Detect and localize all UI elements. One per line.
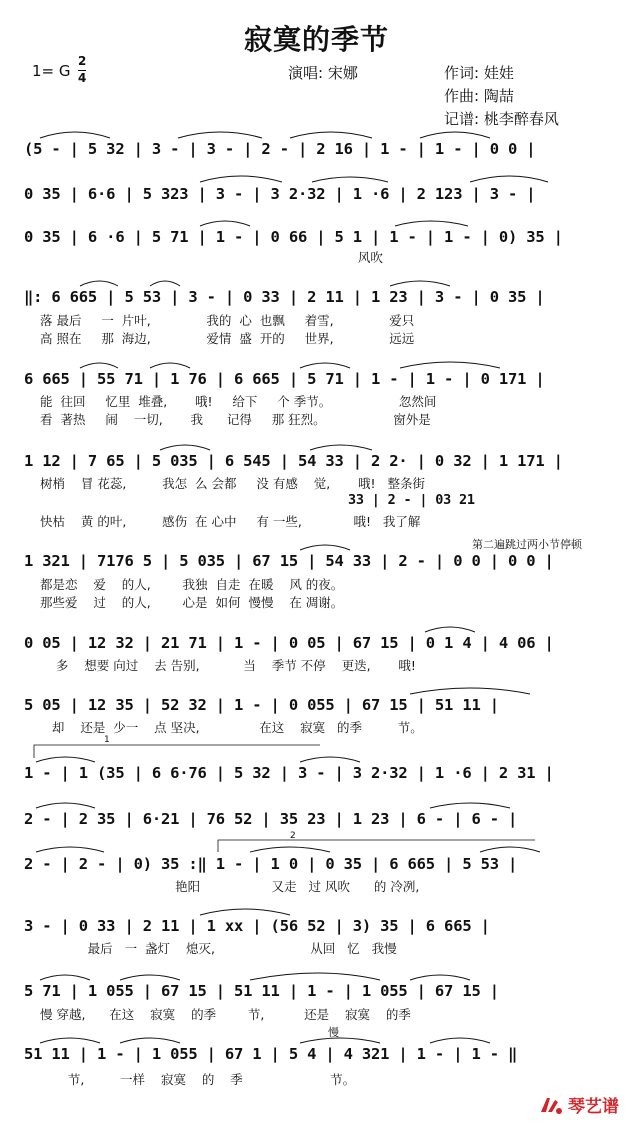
lyric-row-15: 节, 一样 寂寞 的 季 节。 (40, 1072, 356, 1086)
lyric-row-14: 慢 穿越, 在这 寂寞 的季 节, 还是 寂寞 的季 (40, 1007, 411, 1021)
time-signature-bottom: 4 (78, 71, 87, 85)
notation-row-13: 3 - | 0 33 | 2 11 | 1 xx | (56 52 | 3) 35 | 6 665 | (24, 917, 490, 935)
notation-row-5: 6 665 | 55 71 | 1 76 | 6 665 | 5 71 | 1 - | 1 - | 0 171 | (24, 370, 545, 388)
lyric-row-12: 艳阳 又走 过 风吹 的 冷冽, (40, 879, 420, 893)
singer-credit: 演唱: 宋娜 (288, 64, 358, 82)
composer-credit: 作曲: 陶喆 (444, 87, 514, 105)
key-signature: 1= G (32, 62, 71, 80)
notation-row-12: 2 - | 2 - | 0) 35 :‖ 1 - | 1 0 | 0 35 | 6 665 | 5 53 | (24, 855, 518, 873)
notation-row-1: (5 - | 5 32 | 3 - | 3 - | 2 - | 2 16 | 1 - | 1 - | 0 0 | (24, 140, 536, 158)
tempo-mark-slow: 慢 (328, 1026, 339, 1039)
notation-row-7: 1 321 | 7176 5 | 5 035 | 67 15 | 54 33 | 2 - | 0 0 | 0 0 | (24, 552, 554, 570)
volta-2-label: 2 (290, 831, 296, 841)
music-note-logo-icon (538, 1094, 564, 1116)
lyric-row-6b: 快枯 黄 的叶, 感伤 在 心中 有 一些, 哦! 我了解 (40, 514, 421, 528)
notation-row-2: 0 35 | 6·6 | 5 323 | 3 - | 3 2·32 | 1 ·6 | 2 123 | 3 - | (24, 185, 536, 203)
lyric-row-6a: 树梢 冒 花蕊, 我怎 么 会都 没 有感 觉, 哦! 整条街 (40, 476, 425, 490)
lyric-row-8: 多 想要 向过 去 告别, 当 季节 不停 更迭, 哦! (40, 658, 416, 672)
notation-row-4: ‖: 6 665 | 5 53 | 3 - | 0 33 | 2 11 | 1 23 | 3 - | 0 35 | (24, 288, 545, 306)
notation-row-9: 5 05 | 12 35 | 52 32 | 1 - | 0 055 | 67 15 | 51 11 | (24, 696, 499, 714)
lyric-row-4a: 落 最后 一 片叶, 我的 心 也飘 着雪, 爱只 (40, 313, 415, 327)
lyric-row-9: 却 还是 少一 点 坚决, 在这 寂寞 的季 节。 (40, 720, 423, 734)
time-signature-top: 2 (78, 54, 87, 68)
song-title: 寂寞的季节 (243, 23, 389, 56)
volta-1-label: 1 (104, 735, 110, 745)
lyric-row-3: 风吹 (40, 250, 383, 264)
notation-row-3: 0 35 | 6 ·6 | 5 71 | 1 - | 0 66 | 5 1 | 1 - | 1 - | 0) 35 | (24, 228, 563, 246)
lyric-row-4b: 高 照在 那 海边, 爱情 盛 开的 世界, 远远 (40, 331, 415, 345)
overlay-notation: 33 | 2 - | 03 21 (348, 492, 475, 508)
notation-row-15: 51 11 | 1 - | 1 055 | 67 1 | 5 4 | 4 321 | 1 - | 1 - ‖ (24, 1045, 518, 1063)
site-logo (538, 1092, 619, 1117)
notation-row-14: 5 71 | 1 055 | 67 15 | 51 11 | 1 - | 1 055 | 67 15 | (24, 982, 499, 1000)
lyric-row-13: 最后 一 盏灯 熄灭, 从回 忆 我慢 (40, 941, 397, 955)
transcriber-credit: 记谱: 桃李醉春风 (444, 110, 559, 128)
skip-note: 第二遍跳过两小节停顿 (472, 538, 582, 551)
lyric-row-5b: 看 著热 闹 一切, 我 记得 那 狂烈。 窗外是 (40, 412, 431, 426)
lyric-row-5a: 能 往回 忆里 堆叠, 哦! 给下 个 季节。 忽然间 (40, 394, 437, 408)
lyricist-credit: 作词: 娃娃 (444, 64, 514, 82)
notation-row-10: 1 - | 1 (35 | 6 6·76 | 5 32 | 3 - | 3 2·32 | 1 ·6 | 2 31 | (24, 764, 554, 782)
notation-row-11: 2 - | 2 35 | 6·21 | 76 52 | 35 23 | 1 23 | 6 - | 6 - | (24, 810, 518, 828)
logo-text: 琴艺谱 (568, 1097, 619, 1117)
notation-row-8: 0 05 | 12 32 | 21 71 | 1 - | 0 05 | 67 15 | 0 1 4 | 4 06 | (24, 634, 554, 652)
lyric-row-7b: 那些爱 过 的人, 心是 如何 慢慢 在 凋谢。 (40, 595, 344, 609)
notation-row-6: 1 12 | 7 65 | 5 035 | 6 545 | 54 33 | 2 2· | 0 32 | 1 171 | (24, 452, 563, 470)
lyric-row-7a: 都是恋 爱 的人, 我独 自走 在暖 风 的夜。 (40, 577, 344, 591)
